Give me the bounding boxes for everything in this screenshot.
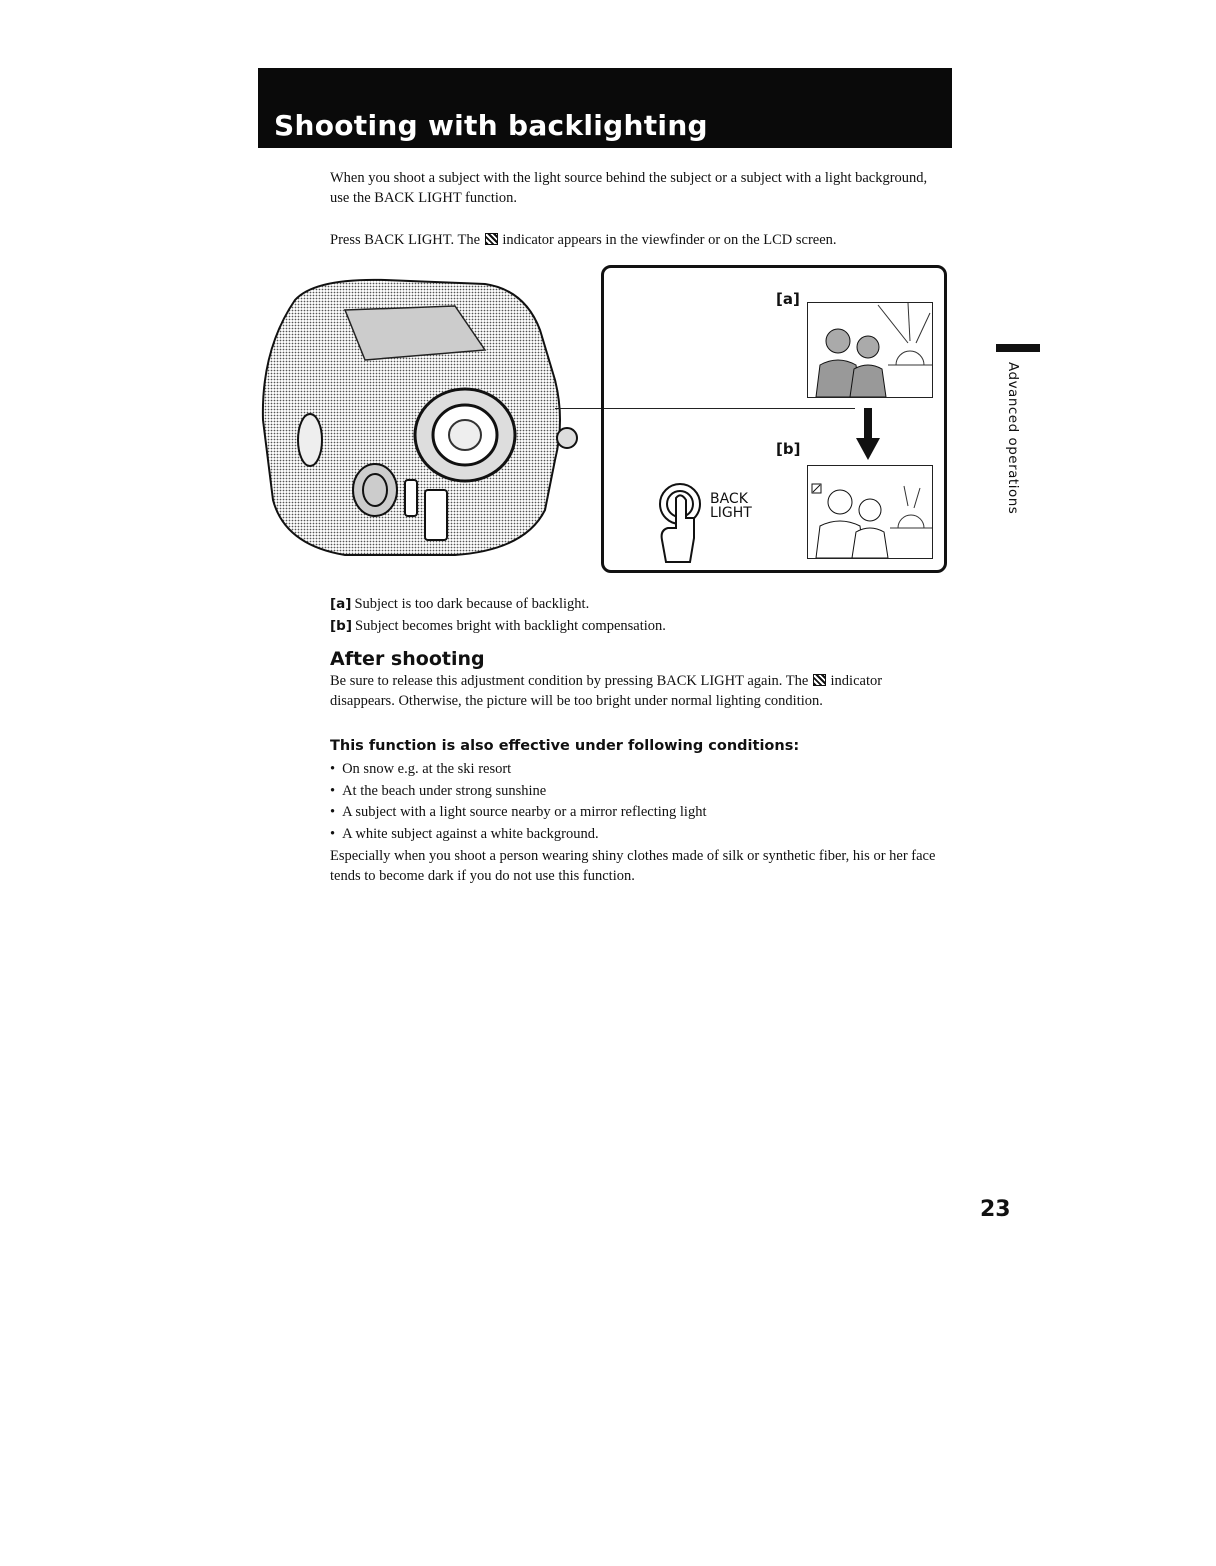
camcorder-illustration — [255, 270, 605, 560]
instruction-text-end: indicator appears in the viewfinder or on the LCD screen. — [502, 232, 837, 248]
after-shooting-text-end: indicator disappears. Otherwise, the picture will be too bright under normal lighting condition. — [330, 673, 883, 709]
list-item: • A subject with a light source nearby or a mirror reflecting light — [330, 802, 706, 824]
after-shooting-text-start: Be sure to release this adjustment condition by pressing BACK LIGHT again. The — [330, 673, 809, 689]
label-b: [b] — [776, 440, 801, 458]
caption-b — [330, 618, 666, 635]
back-light-label-line2: LIGHT — [710, 505, 752, 521]
instruction-paragraph — [330, 230, 950, 250]
section-tab-marker — [996, 344, 1040, 352]
list-item: • On snow e.g. at the ski resort — [330, 759, 706, 781]
after-shooting-heading: After shooting — [330, 648, 485, 670]
backlight-figure — [255, 262, 955, 580]
list-item: • At the beach under strong sunshine — [330, 781, 706, 803]
header-bar — [258, 68, 952, 148]
after-shooting-paragraph — [330, 671, 936, 711]
intro-paragraph: When you shoot a subject with the light source behind the subject or a subject with a light background, use the BACK LIGHT function. — [330, 170, 928, 206]
list-item: • A white subject against a white background. — [330, 824, 706, 846]
conditions-note: Especially when you shoot a person wearing shiny clothes made of silk or synthetic fiber, his or her face tends to become dark if you do not use this function. — [330, 848, 936, 884]
page-number: 23 — [980, 1197, 1011, 1222]
scene-a-dark-subject — [807, 302, 933, 398]
scene-b-bright-subject — [807, 465, 933, 559]
conditions-heading: This function is also effective under following conditions: — [330, 738, 800, 754]
back-light-label-line1: BACK — [710, 491, 748, 507]
comparison-panel — [601, 265, 947, 573]
section-tab-label: Advanced operations — [1005, 362, 1021, 515]
pressing-hand-icon — [650, 478, 710, 568]
conditions-list — [330, 759, 706, 845]
instruction-text-start: Press BACK LIGHT. The — [330, 232, 481, 248]
backlight-indicator-icon — [485, 233, 498, 245]
caption-a-tag: [a] — [330, 596, 352, 612]
back-light-button-illustration — [650, 478, 780, 568]
backlight-indicator-icon — [813, 674, 826, 686]
caption-b-tag: [b] — [330, 618, 353, 634]
caption-b-text: Subject becomes bright with backlight compensation. — [355, 618, 666, 634]
caption-a — [330, 596, 589, 613]
caption-a-text: Subject is too dark because of backlight. — [354, 596, 590, 612]
back-light-label — [710, 492, 752, 520]
page-title: Shooting with backlighting — [274, 109, 708, 142]
label-a: [a] — [776, 290, 800, 308]
arrow-down-icon — [856, 408, 880, 460]
